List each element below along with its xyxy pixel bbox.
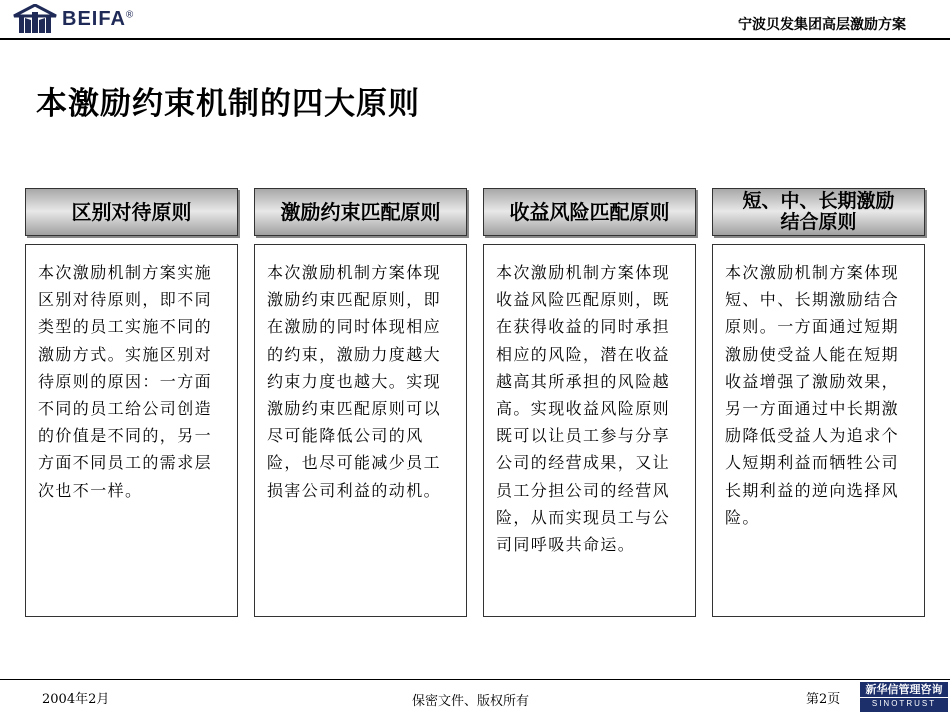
- principle-4-title-line1: 短、中、长期激励: [742, 190, 895, 212]
- principle-4-body: 本次激励机制方案体现短、中、长期激励结合原则。一方面通过短期激励使受益人能在短期收益增强了激励效果，另一方面通过中长期激励降低受益人为追求个人短期利益而牺牲公司长期利益的逆向选择风险。: [712, 244, 925, 617]
- principle-1-title: 区别对待原则: [25, 188, 238, 236]
- sinotrust-logo-cn: 新华信管理咨询: [865, 683, 943, 696]
- footer-page-number: 第2页: [806, 692, 841, 707]
- footer-confidential: 保密文件、版权所有: [412, 694, 530, 709]
- sinotrust-logo-en: SINOTRUST: [860, 697, 948, 710]
- beifa-pavilion-logo-icon: [12, 4, 58, 34]
- principle-3-body: 本次激励机制方案体现收益风险匹配原则，既在获得收益的同时承担相应的风险，潜在收益越高其所承担的风险越高。实现收益风险原则既可以让员工参与分享公司的经营成果，又让员工分担公司的经营风险，从而实现员工与公司同呼吸共命运。: [483, 244, 696, 617]
- principle-4-title: [712, 188, 925, 236]
- header-divider: [0, 38, 950, 40]
- principle-1-body: 本次激励机制方案实施区别对待原则，即不同类型的员工实施不同的激励方式。实施区别对待原则的原因：一方面不同的员工给公司创造的价值是不同的，另一方面不同员工的需求层次也不一样。: [25, 244, 238, 617]
- sinotrust-logo: [860, 682, 948, 712]
- principle-2-title: 激励约束匹配原则: [254, 188, 467, 236]
- principle-2-body: 本次激励机制方案体现激励约束匹配原则，即在激励的同时体现相应的约束，激励力度越大约束力度也越大。实现激励约束匹配原则可以尽可能降低公司的风险，也尽可能减少员工损害公司利益的动机。: [254, 244, 467, 617]
- footer-date: 2004年2月: [42, 692, 110, 707]
- principle-4-title-line2: 结合原则: [780, 211, 857, 233]
- logo-wordmark: BEIFA®: [62, 7, 135, 30]
- document-title: 宁波贝发集团高层激励方案: [738, 17, 906, 33]
- beifa-logo: [12, 4, 177, 34]
- header: [0, 0, 950, 40]
- footer-divider: [0, 679, 950, 680]
- page-title: 本激励约束机制的四大原则: [36, 86, 420, 122]
- registered-mark: ®: [125, 8, 135, 20]
- principle-3-title: 收益风险匹配原则: [483, 188, 696, 236]
